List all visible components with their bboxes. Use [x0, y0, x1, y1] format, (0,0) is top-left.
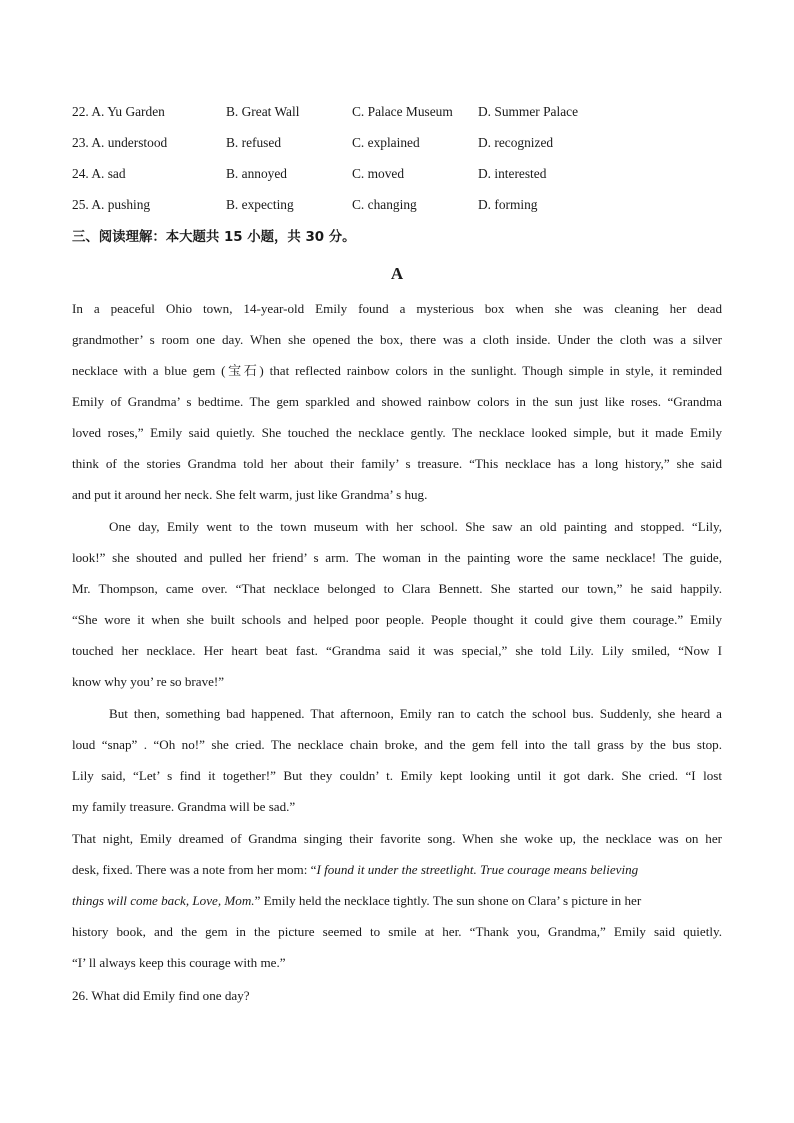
passage-line: “I’ ll always keep this courage with me.”: [72, 955, 286, 970]
passage-line: [72, 859, 722, 881]
passage-text: Emily held the necklace tightly. The sun shone on Clara’ s picture in her: [263, 893, 642, 908]
passage-line: Emily of Grandma’ s bedtime. The gem sparkled and showed rainbow colors in the sun just like roses. “Grandma: [72, 394, 722, 409]
section-heading: 三、阅读理解：本大题共 15 小题，共 30 分。: [72, 230, 356, 245]
passage-line: grandmother’ s room one day. When she opened the box, there was a cloth inside. Under the cloth was a silver: [72, 332, 722, 347]
option-25-a: 25. A. pushing: [72, 197, 151, 212]
passage-line: But then, something bad happened. That afternoon, Emily ran to catch the school bus. Suddenly, she heard a: [109, 706, 722, 721]
passage-line: necklace with a blue gem (宝石) that reflected rainbow colors in the sunlight. Though simple in style, it reminded: [72, 363, 722, 378]
passage-line: touched her necklace. Her heart beat fast. “Grandma said it was special,” she told Lily. Lily smiled, “Now I: [72, 643, 722, 658]
passage-text: desk, fixed. There was a note from her mom:: [72, 862, 308, 877]
option-23-d: D. recognized: [478, 135, 554, 150]
option-22-c: C. Palace Museum: [352, 104, 453, 119]
option-24-a: 24. A. sad: [72, 166, 126, 181]
note-open-quote: “: [310, 862, 317, 877]
passage-line: Mr. Thompson, came over. “That necklace belonged to Clara Bennett. She started our town,” he said happily.: [72, 581, 722, 596]
mom-note-text: things will come back, Love, Mom.: [72, 893, 255, 908]
option-22-d: D. Summer Palace: [478, 104, 579, 119]
passage-line: That night, Emily dreamed of Grandma singing their favorite song. When she woke up, the necklace was on her: [72, 831, 722, 846]
passage-line: [72, 890, 722, 912]
passage-line: In a peaceful Ohio town, 14-year-old Emily found a mysterious box when she was cleaning her dead: [72, 301, 722, 316]
passage-line: Lily said, “Let’ s find it together!” But they couldn’ t. Emily kept looking until it got dark. She cried. “I lost: [72, 768, 722, 783]
passage-line: think of the stories Grandma told her about their family’ s treasure. “This necklace has a long history,” she said: [72, 456, 722, 471]
passage-line: history book, and the gem in the picture seemed to smile at her. “Thank you, Grandma,” Emily said quietly.: [72, 924, 722, 939]
option-22-a: 22. A. Yu Garden: [72, 104, 165, 119]
passage-line: loved roses,” Emily said quietly. She touched the necklace gently. The necklace looked simple, but it made Emily: [72, 425, 722, 440]
passage-line: loud “snap” . “Oh no!” she cried. The necklace chain broke, and the gem fell into the tall grass by the bus stop.: [72, 737, 722, 752]
question-26: 26. What did Emily find one day?: [72, 988, 250, 1003]
passage-line: look!” she shouted and pulled her friend’ s arm. The woman in the painting wore the same necklace! The guide,: [72, 550, 722, 565]
option-23-c: C. explained: [352, 135, 420, 150]
option-24-c: C. moved: [352, 166, 405, 181]
passage-line: know why you’ re so brave!”: [72, 674, 225, 689]
option-22-b: B. Great Wall: [226, 104, 300, 119]
option-25-b: B. expecting: [226, 197, 294, 212]
mom-note-text: I found it under the streetlight. True courage means believing: [316, 862, 639, 877]
option-23-a: 23. A. understood: [72, 135, 168, 150]
passage-title: A: [390, 264, 404, 283]
option-25-d: D. forming: [478, 197, 538, 212]
note-close-quote: ”: [254, 893, 261, 908]
passage-line: One day, Emily went to the town museum with her school. She saw an old painting and stopped. “Lily,: [109, 519, 722, 534]
option-24-b: B. annoyed: [226, 166, 287, 181]
option-25-c: C. changing: [352, 197, 417, 212]
passage-line: and put it around her neck. She felt warm, just like Grandma’ s hug.: [72, 487, 428, 502]
option-23-b: B. refused: [226, 135, 282, 150]
passage-line: “She wore it when she built schools and helped poor people. People thought it could give them courage.” Emily: [72, 612, 722, 627]
passage-line: my family treasure. Grandma will be sad.”: [72, 799, 296, 814]
option-24-d: D. interested: [478, 166, 547, 181]
